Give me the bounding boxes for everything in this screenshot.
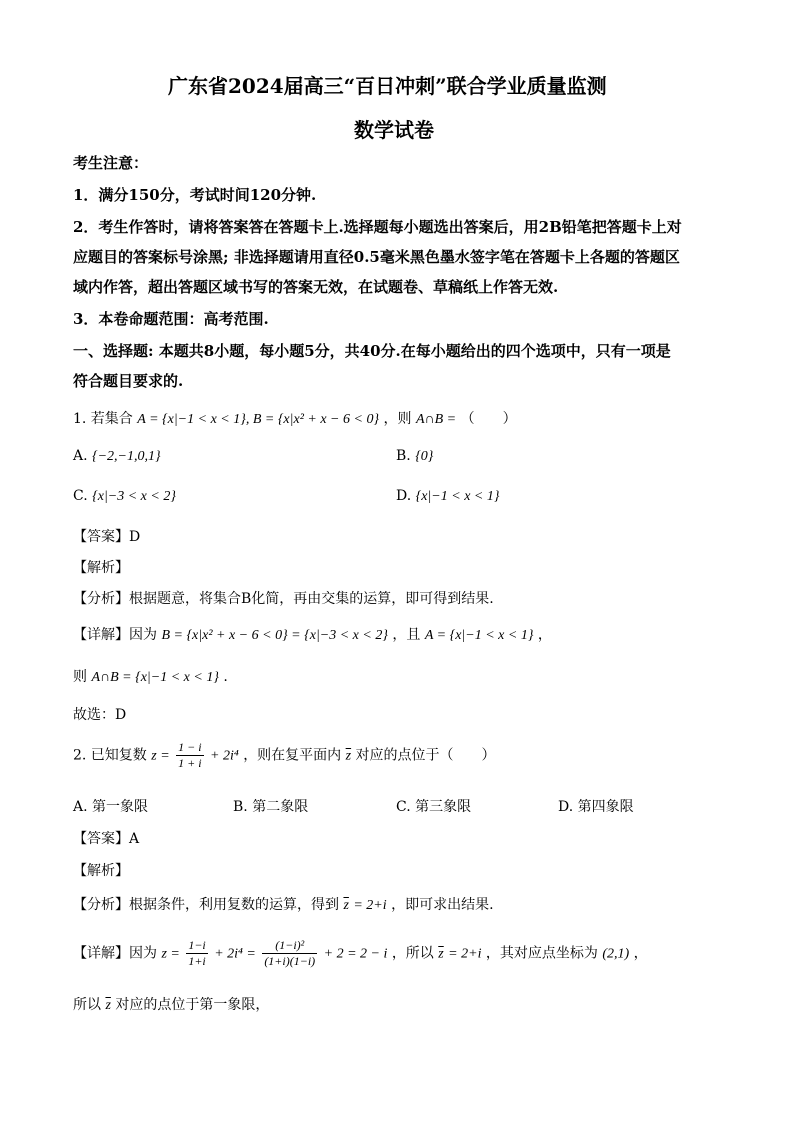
q2-analysis-tag: 【解析】: [73, 863, 129, 879]
detail-tag: 【详解】因为: [73, 627, 157, 643]
q2-option-a: [73, 796, 148, 816]
zbar: $\overline{z}$: [343, 898, 349, 913]
q1-option-b: [396, 448, 433, 465]
q2-plus: + 2i⁴: [210, 748, 239, 764]
note-1: 1．满分150分，考试时间120分钟.: [73, 186, 317, 204]
option-label: A.: [73, 448, 88, 464]
note-3: 3．本卷命题范围：高考范围.: [73, 310, 269, 328]
fraction-denominator: 1 + i: [178, 756, 202, 770]
detail-tag: 【详解】因为: [73, 945, 157, 962]
detail-math-2: A = {x|−1 < x < 1}: [424, 628, 534, 643]
q2-z: z =: [151, 748, 170, 764]
option-label: B.: [233, 799, 248, 815]
q1-answer: 【答案】D: [73, 529, 141, 545]
notes-heading: 考生注意：: [73, 154, 149, 172]
detail-mid: + 2i⁴ =: [214, 946, 256, 962]
detail-fraction-2: [262, 938, 317, 969]
option-text: {x|−3 < x < 2}: [92, 489, 176, 504]
fenxi-end: ，即可求出结果.: [391, 897, 494, 913]
q1-analysis-tag: 【解析】: [73, 560, 129, 576]
q2-fraction: [176, 740, 203, 771]
detail-mid: ，且: [392, 627, 421, 643]
option-label: B.: [396, 448, 411, 464]
option-text: {−2,−1,0,1}: [92, 449, 161, 464]
q1-expr: A∩B =: [415, 412, 457, 427]
q2-fenxi: [73, 894, 494, 914]
option-label: A.: [73, 799, 88, 815]
option-text: {x|−1 < x < 1}: [415, 489, 500, 504]
q2-stem: [73, 740, 496, 771]
detail-zbar-value: = 2+i: [448, 946, 482, 962]
fraction-denominator: (1+i)(1−i): [264, 954, 316, 968]
section-heading-line-2: 符合题目要求的.: [73, 372, 184, 390]
q2-option-c: [396, 796, 471, 816]
then-math: A∩B = {x|−1 < x < 1}: [91, 670, 219, 685]
option-text: 第二象限: [252, 799, 309, 815]
note-2-line-2: 应题目的答案标号涂黑; 非选择题请用直径0.5毫米黑色墨水签字笔在答题卡上各题的答题区: [73, 248, 680, 266]
detail-so: ，所以: [391, 945, 434, 962]
q1-prefix: 1. 若集合: [73, 411, 133, 427]
q1-sets: A = {x|−1 < x < 1}, B = {x|x² + x − 6 < 0}: [137, 412, 380, 427]
then-end: .: [223, 669, 228, 685]
fenxi-math: = 2+i: [353, 898, 387, 913]
detail-end: ，: [537, 627, 552, 643]
q1-option-d: [396, 488, 499, 505]
q1-choose: 故选：D: [73, 707, 127, 723]
fraction-denominator: 1+i: [188, 954, 206, 968]
option-text: {0}: [415, 449, 434, 464]
q2-prefix: 2. 已知复数: [73, 747, 147, 764]
option-label: C.: [396, 799, 411, 815]
option-label: D.: [396, 488, 412, 504]
detail-z: z =: [161, 946, 180, 962]
q1-fenxi: 【分析】根据题意，将集合B化简，再由交集的运算，即可得到结果.: [73, 591, 494, 607]
detail-zbar: $\overline{z}$: [438, 946, 444, 962]
last-end: 对应的点位于第一象限，: [115, 997, 270, 1013]
q2-detail: [73, 938, 648, 969]
page-subtitle: 数学试卷: [354, 118, 434, 142]
last-pre: 所以: [73, 997, 101, 1013]
note-2-line-3: 域内作答，超出答题区域书写的答案无效，在试题卷、草稿纸上作答无效.: [73, 278, 559, 296]
q1-paren: （ ）: [460, 411, 517, 427]
detail-point: (2,1): [602, 946, 630, 962]
q2-zbar: $\overline{z}$: [345, 748, 352, 764]
q2-last: [73, 994, 269, 1014]
option-text: 第一象限: [92, 799, 149, 815]
detail-end: ，其对应点坐标为: [485, 945, 598, 962]
option-label: D.: [558, 799, 574, 815]
fraction-numerator: 1−i: [188, 938, 206, 952]
section-heading-line-1: 一、选择题: 本题共8小题，每小题5分，共40分.在每小题给出的四个选项中，只有一项是: [73, 342, 671, 360]
q1-suffix: ，则: [383, 411, 412, 427]
q1-option-c: [73, 488, 176, 505]
option-text: 第四象限: [577, 799, 634, 815]
q1-then: [73, 666, 228, 686]
q2-option-b: [233, 796, 308, 816]
q1-detail: [73, 624, 552, 644]
option-text: 第三象限: [415, 799, 472, 815]
fenxi-pre: 【分析】根据条件，利用复数的运算，得到: [73, 897, 339, 913]
fraction-numerator: (1−i)²: [262, 938, 317, 954]
q2-suffix: ，则在复平面内: [243, 747, 342, 764]
q2-answer: 【答案】A: [73, 831, 140, 847]
detail-comma: ，: [633, 945, 648, 962]
q1-option-a: [73, 448, 161, 465]
last-zbar: $\overline{z}$: [105, 998, 111, 1013]
page-title: 广东省2024届高三“百日冲刺”联合学业质量监测: [168, 74, 607, 98]
fraction-numerator: 1 − i: [178, 740, 202, 754]
q2-suffix-2: 对应的点位于（ ）: [355, 747, 496, 764]
q2-option-d: [558, 796, 634, 816]
detail-fraction-1: [186, 938, 207, 969]
q1-stem: [73, 408, 517, 428]
option-label: C.: [73, 488, 88, 504]
note-2-line-1: 2．考生作答时，请将答案答在答题卡上.选择题每小题选出答案后，用2B铅笔把答题卡上对: [73, 218, 682, 236]
detail-rest: + 2 = 2 − i: [323, 946, 388, 962]
then-pre: 则: [73, 669, 87, 685]
detail-math: B = {x|x² + x − 6 < 0} = {x|−3 < x < 2}: [161, 628, 388, 643]
